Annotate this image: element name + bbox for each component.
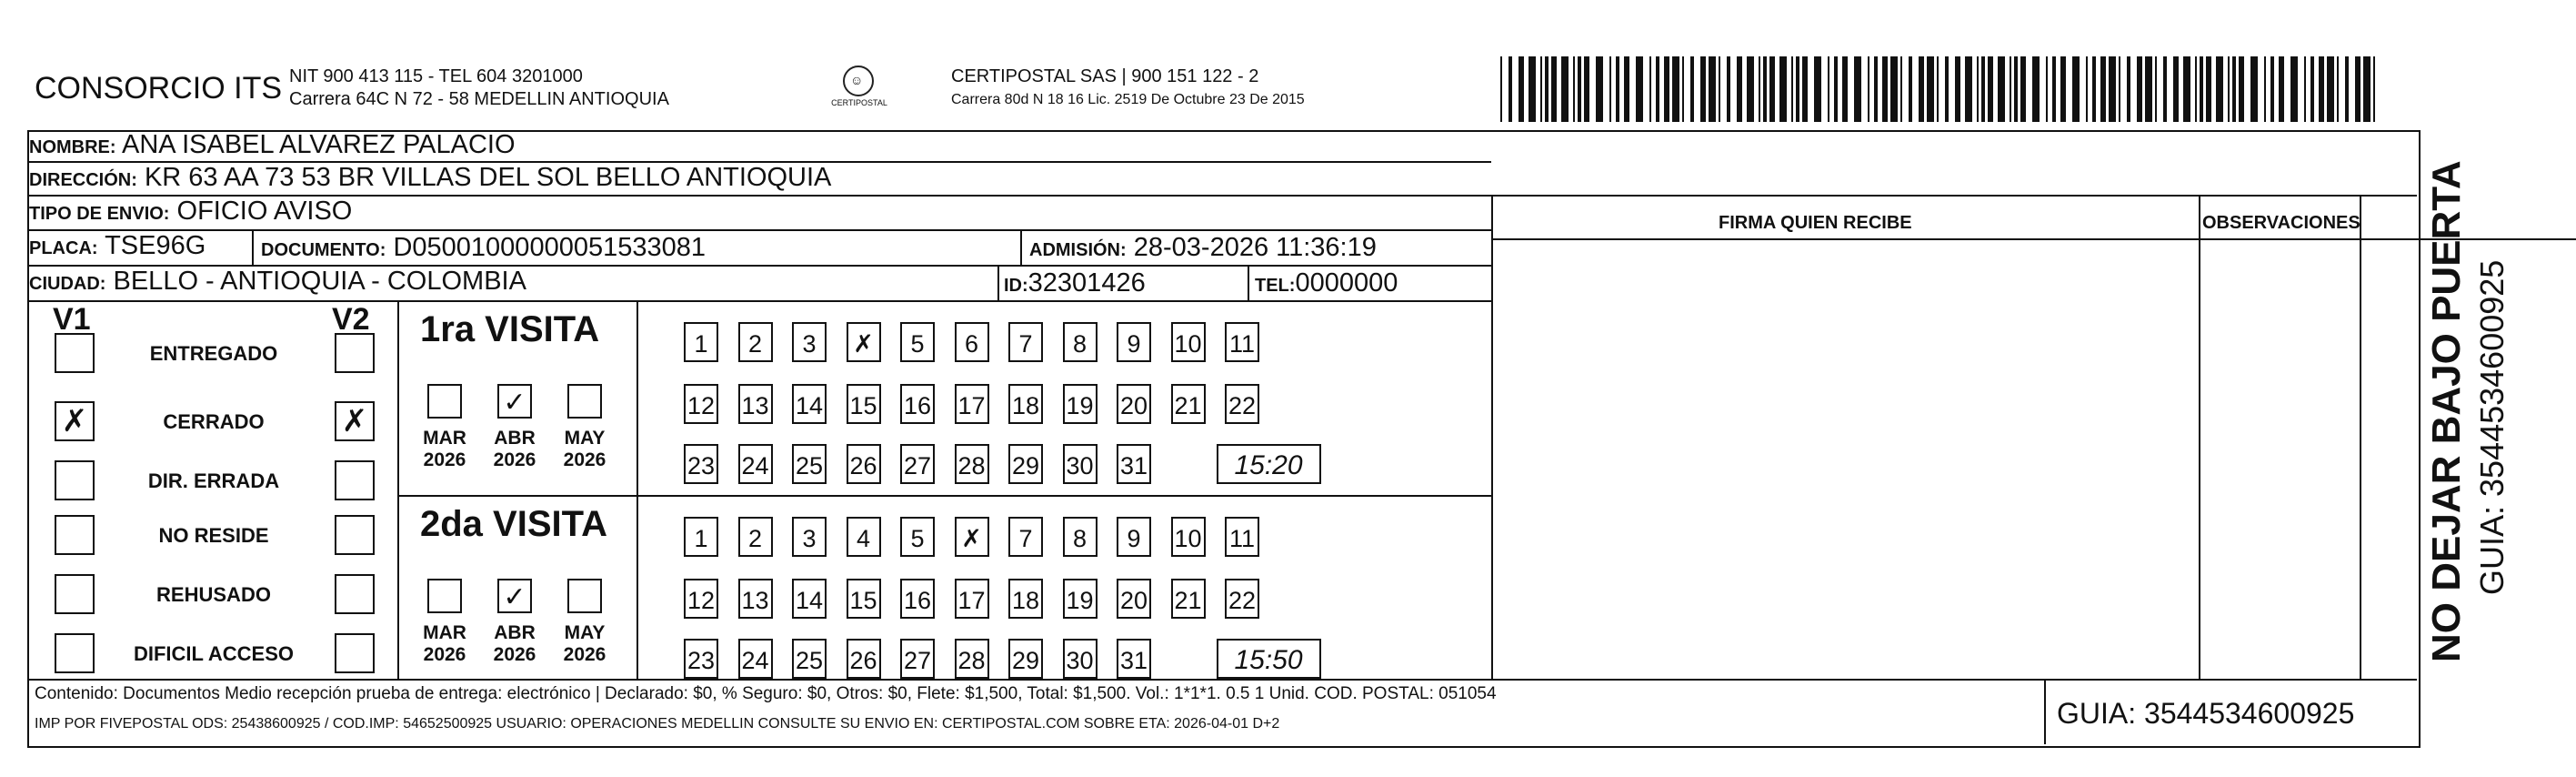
month-label	[413, 428, 476, 471]
status-v2-checkbox[interactable]	[335, 333, 375, 373]
barcode-bar	[2250, 56, 2258, 122]
city-value: BELLO - ANTIOQUIA - COLOMBIA	[113, 267, 526, 296]
barcode-bar	[1769, 56, 1775, 122]
barcode-bar	[1874, 56, 1878, 122]
day-checkbox[interactable]: 24	[738, 444, 773, 484]
day-checkbox[interactable]: 23	[684, 639, 718, 679]
v2-label: V2	[332, 302, 370, 337]
side-guia: GUIA: 3544534600925	[2473, 259, 2511, 595]
barcode-bar	[2014, 56, 2018, 122]
barcode-bar	[2228, 56, 2230, 122]
day-checkbox[interactable]: 8	[1063, 322, 1098, 362]
barcode-bar	[1609, 56, 1611, 122]
day-checkbox[interactable]: 10	[1171, 517, 1206, 557]
barcode-bar	[2327, 56, 2334, 122]
month-name: MAR	[423, 428, 466, 449]
barcode-bar	[2092, 56, 2096, 122]
day-checkbox[interactable]: 19	[1063, 579, 1098, 619]
status-v1-checkbox[interactable]	[55, 333, 95, 373]
barcode-bar	[1981, 56, 1985, 122]
barcode-bar	[2052, 56, 2056, 122]
barcode-bar	[1834, 56, 1838, 122]
day-checkbox[interactable]: 27	[900, 639, 935, 679]
barcode-bar	[1965, 56, 1972, 122]
month-checkbox[interactable]: ✓	[497, 384, 532, 419]
day-checkbox[interactable]: 30	[1063, 444, 1098, 484]
barcode-bar	[2163, 56, 2167, 122]
day-checkbox[interactable]: 13	[738, 579, 773, 619]
month-year: 2026	[493, 449, 536, 470]
barcode-bar	[2100, 56, 2106, 122]
barcode-bar	[1664, 56, 1669, 122]
day-checkbox[interactable]: 9	[1117, 517, 1151, 557]
barcode-bar	[2239, 56, 2244, 122]
barcode-bar	[2355, 56, 2360, 122]
visit-title: 2da VISITA	[420, 504, 607, 544]
day-checkbox[interactable]: 2	[738, 322, 773, 362]
barcode-bar	[1998, 56, 2005, 122]
day-checkbox[interactable]: 9	[1117, 322, 1151, 362]
signature-box[interactable]	[1493, 240, 2198, 677]
status-label: NO RESIDE	[158, 524, 269, 547]
barcode-bar	[1636, 56, 1643, 122]
day-checkbox[interactable]: 15	[847, 579, 881, 619]
day-checkbox[interactable]: 11	[1225, 517, 1259, 557]
status-label: DIR. ERRADA	[147, 469, 280, 492]
month-year: 2026	[563, 449, 606, 470]
barcode-bar	[2319, 56, 2324, 122]
barcode-bar	[2232, 56, 2236, 122]
barcode-bar	[1551, 56, 1557, 122]
month-label	[553, 622, 616, 666]
month-name: ABR	[494, 622, 536, 643]
barcode-bar	[1814, 56, 1821, 122]
barcode-bar	[1763, 56, 1767, 122]
day-checkbox[interactable]: 13	[738, 384, 773, 424]
barcode-bar	[2195, 56, 2197, 122]
barcode-bar	[1649, 56, 1651, 122]
barcode-bar	[1796, 56, 1799, 122]
barcode-bar	[2363, 56, 2371, 122]
day-checkbox[interactable]: 10	[1171, 322, 1206, 362]
month-name: MAR	[423, 622, 466, 643]
day-checkbox[interactable]: 7	[1008, 517, 1043, 557]
barcode-bar	[2032, 56, 2040, 122]
month-year: 2026	[423, 644, 466, 665]
company-info	[289, 66, 669, 111]
barcode-bar	[2109, 56, 2116, 122]
company-nit: NIT 900 413 115 - TEL 604 3201000	[289, 66, 583, 86]
day-checkbox[interactable]: 29	[1008, 639, 1043, 679]
day-checkbox[interactable]: 2	[738, 517, 773, 557]
barcode-bar	[2290, 56, 2298, 122]
carrier-nit: CERTIPOSTAL SAS | 900 151 122 - 2	[951, 66, 1259, 86]
day-checkbox[interactable]: 16	[900, 579, 935, 619]
barcode-bar	[1882, 56, 1888, 122]
barcode-bar	[1802, 56, 1808, 122]
month-label	[413, 622, 476, 666]
day-checkbox[interactable]: 26	[847, 639, 881, 679]
certipostal-logo	[827, 64, 891, 115]
month-label	[483, 428, 546, 471]
status-v2-checkbox[interactable]	[335, 515, 375, 555]
barcode-bar	[2173, 56, 2179, 122]
barcode-bar	[1519, 56, 1524, 122]
name-row: NOMBRE: ANA ISABEL ALVAREZ PALACIO	[29, 130, 1491, 163]
day-checkbox[interactable]: 25	[792, 444, 827, 484]
status-v1-checkbox[interactable]	[55, 633, 95, 673]
day-checkbox[interactable]: 3	[792, 322, 827, 362]
visit-time[interactable]: 15:20	[1217, 444, 1321, 484]
day-checkbox[interactable]: 14	[792, 579, 827, 619]
day-checkbox[interactable]: ✗	[847, 322, 881, 362]
barcode-bar	[1616, 56, 1619, 122]
barcode-bar	[1584, 56, 1589, 122]
month-checkbox[interactable]	[427, 384, 462, 419]
barcode-bar	[1727, 56, 1730, 122]
barcode-bar	[2310, 56, 2314, 122]
day-checkbox[interactable]: 28	[955, 639, 989, 679]
day-checkbox[interactable]: 6	[955, 322, 989, 362]
carrier-info	[951, 66, 1305, 111]
barcode-bar	[1919, 56, 1924, 122]
month-name: MAY	[564, 622, 606, 643]
plate-row: PLACA: TSE96G DOCUMENTO: D05001000000051533081 ADMISIÓN: 28-03-2026 11:36:19	[29, 231, 1491, 267]
day-checkbox[interactable]: 20	[1117, 579, 1151, 619]
barcode-bar	[1759, 56, 1760, 122]
barcode-bar	[2020, 56, 2026, 122]
barcode-bar	[2137, 56, 2142, 122]
barcode-bar	[1828, 56, 1829, 122]
day-checkbox[interactable]: 5	[900, 322, 935, 362]
status-label: ENTREGADO	[149, 342, 278, 365]
signature-header	[1493, 211, 2576, 240]
status-v2-checkbox[interactable]	[335, 460, 375, 500]
barcode-bar	[1690, 56, 1694, 122]
barcode-bar	[2119, 56, 2120, 122]
day-checkbox[interactable]: 31	[1117, 444, 1151, 484]
day-checkbox[interactable]: 4	[847, 517, 881, 557]
month-label	[483, 622, 546, 666]
month-checkbox[interactable]	[567, 579, 602, 613]
barcode-bar	[2264, 56, 2266, 122]
status-v1-checkbox[interactable]	[55, 574, 95, 614]
day-checkbox[interactable]: 29	[1008, 444, 1043, 484]
id-value: 32301426	[1027, 268, 1146, 298]
barcode-bar	[1656, 56, 1659, 122]
barcode-bar	[2270, 56, 2274, 122]
day-checkbox[interactable]: 1	[684, 517, 718, 557]
barcode-bar	[1672, 56, 1679, 122]
day-checkbox[interactable]: 11	[1225, 322, 1259, 362]
month-name: ABR	[494, 428, 536, 449]
barcode-bar	[2345, 56, 2349, 122]
logo-label: CERTIPOSTAL	[831, 98, 887, 107]
status-label: DIFICIL ACCESO	[133, 642, 294, 665]
print-line: IMP POR FIVEPOSTAL ODS: 25438600925 / COD.IMP: 54652500925 USUARIO: OPERACIONES MEDELLIN CONSULTE SU ENVIO EN: CERTIPOSTAL.COM SOBRE ETA: 2026-04-01 D+2	[35, 716, 1280, 732]
barcode-bar	[1900, 56, 1902, 122]
barcode-bar	[2046, 56, 2048, 122]
barcode-bar	[1747, 56, 1754, 122]
status-v2-checkbox[interactable]	[335, 633, 375, 673]
barcode-bar	[2373, 56, 2375, 122]
day-checkbox[interactable]: 8	[1063, 517, 1098, 557]
status-label: REHUSADO	[156, 583, 271, 606]
status-v1-checkbox[interactable]: ✗	[55, 401, 95, 441]
barcode-bar	[1682, 56, 1684, 122]
day-checkbox[interactable]: 14	[792, 384, 827, 424]
tel-value: 0000000	[1295, 268, 1398, 298]
barcode-bar	[1624, 56, 1629, 122]
barcode-bar	[2127, 56, 2130, 122]
barcode-bar	[1561, 56, 1569, 122]
barcode-bar	[1868, 56, 1869, 122]
day-checkbox[interactable]: 23	[684, 444, 718, 484]
barcode-bar	[1955, 56, 1960, 122]
status-v2-checkbox[interactable]: ✗	[335, 401, 375, 441]
barcode-bar	[2304, 56, 2306, 122]
address-row: DIRECCIÓN: KR 63 AA 73 53 BR VILLAS DEL SOL BELLO ANTIOQUIA	[29, 163, 2417, 197]
company-address: Carrera 64C N 72 - 58 MEDELLIN ANTIOQUIA	[289, 89, 669, 109]
day-checkbox[interactable]: 1	[684, 322, 718, 362]
day-checkbox[interactable]: 28	[955, 444, 989, 484]
footer-guia: GUIA: 3544534600925	[2057, 697, 2355, 730]
barcode-bar	[1890, 56, 1898, 122]
barcode-bar	[2086, 56, 2088, 122]
barcode-bar	[2200, 56, 2203, 122]
barcode-bar	[1945, 56, 1949, 122]
recipient-address: KR 63 AA 73 53 BR VILLAS DEL SOL BELLO ANTIOQUIA	[144, 163, 832, 192]
barcode-bar	[1927, 56, 1934, 122]
company-name: CONSORCIO ITS	[35, 71, 283, 106]
day-checkbox[interactable]: 15	[847, 384, 881, 424]
day-checkbox[interactable]: 31	[1117, 639, 1151, 679]
barcode-bar	[1988, 56, 1993, 122]
day-checkbox[interactable]: 7	[1008, 322, 1043, 362]
day-checkbox[interactable]: 18	[1008, 384, 1043, 424]
visit-title: 1ra VISITA	[420, 309, 600, 349]
month-year: 2026	[493, 644, 536, 665]
barcode-bar	[1545, 56, 1549, 122]
barcode-bar	[1842, 56, 1848, 122]
barcode-bar	[1573, 56, 1575, 122]
barcode-bar	[2010, 56, 2011, 122]
barcode-bar	[1779, 56, 1787, 122]
barcode-bar	[2279, 56, 2284, 122]
day-checkbox[interactable]: 26	[847, 444, 881, 484]
barcode-bar	[2206, 56, 2211, 122]
barcode-bar	[1937, 56, 1939, 122]
day-checkbox[interactable]: 12	[684, 579, 718, 619]
admission-datetime: 28-03-2026 11:36:19	[1133, 233, 1377, 262]
type-row: TIPO DE ENVIO: OFICIO AVISO	[29, 197, 1491, 231]
signature-label: FIRMA QUIEN RECIBE	[1719, 213, 1912, 233]
status-v1-checkbox[interactable]	[55, 460, 95, 500]
barcode-bar	[1500, 56, 1502, 122]
recipient-name: ANA ISABEL ALVAREZ PALACIO	[122, 130, 516, 159]
day-checkbox[interactable]: 18	[1008, 579, 1043, 619]
shipment-type: OFICIO AVISO	[176, 197, 353, 226]
observations-label: OBSERVACIONES	[2202, 213, 2360, 233]
barcode-bar	[2060, 56, 2066, 122]
barcode-bar	[2216, 56, 2223, 122]
barcode-bar	[1977, 56, 1979, 122]
barcode-bar	[2183, 56, 2190, 122]
carrier-address: Carrera 80d N 18 16 Lic. 2519 De Octubre 23 De 2015	[951, 92, 1305, 107]
barcode-bar	[1709, 56, 1716, 122]
barcode-bar	[1578, 56, 1581, 122]
day-checkbox[interactable]: 19	[1063, 384, 1098, 424]
barcode-bar	[2337, 56, 2339, 122]
day-checkbox[interactable]: 3	[792, 517, 827, 557]
document-number: D05001000000051533081	[393, 233, 706, 262]
month-checkbox[interactable]: ✓	[497, 579, 532, 613]
status-label: CERRADO	[163, 410, 265, 433]
barcode-bar	[1509, 56, 1512, 122]
day-checkbox[interactable]: 27	[900, 444, 935, 484]
contents-line: Contenido: Documentos Medio recepción prueba de entrega: electrónico | Declarado: $0, % Seguro: $0, Otros: $0, Flete: $1,500, Total: $1,500. Vol.: 1*1*1. 0.5 1 Unid. COD. POSTAL: 051054	[35, 684, 1497, 703]
barcode-bar	[1719, 56, 1720, 122]
day-checkbox[interactable]: 5	[900, 517, 935, 557]
barcode-bar	[1854, 56, 1861, 122]
v1-label: V1	[53, 302, 91, 337]
barcode-bar	[2072, 56, 2080, 122]
day-checkbox[interactable]: 21	[1171, 579, 1206, 619]
barcode	[1500, 56, 2382, 122]
barcode-bar	[1540, 56, 1542, 122]
day-checkbox[interactable]: 17	[955, 384, 989, 424]
barcode-bar	[2155, 56, 2157, 122]
observations-box[interactable]	[2200, 240, 2359, 677]
status-v2-checkbox[interactable]	[335, 574, 375, 614]
city-row: CIUDAD: BELLO - ANTIOQUIA - COLOMBIA ID:32301426 TEL:0000000	[29, 267, 1491, 302]
barcode-bar	[1909, 56, 1912, 122]
day-checkbox[interactable]: 12	[684, 384, 718, 424]
month-checkbox[interactable]	[567, 384, 602, 419]
day-checkbox[interactable]: 30	[1063, 639, 1098, 679]
day-checkbox[interactable]: 22	[1225, 384, 1259, 424]
barcode-bar	[2145, 56, 2152, 122]
barcode-bar	[1700, 56, 1706, 122]
day-checkbox[interactable]: 20	[1117, 384, 1151, 424]
logo-icon: ☺	[843, 66, 874, 96]
month-name: MAY	[564, 428, 606, 449]
barcode-bar	[1596, 56, 1603, 122]
side-warning: NO DEJAR BAJO PUERTA	[2424, 160, 2469, 662]
visit-time[interactable]: 15:50	[1217, 639, 1321, 679]
month-checkbox[interactable]	[427, 579, 462, 613]
day-checkbox[interactable]: 16	[900, 384, 935, 424]
day-checkbox[interactable]: 24	[738, 639, 773, 679]
month-year: 2026	[423, 449, 466, 470]
day-checkbox[interactable]: ✗	[955, 517, 989, 557]
day-checkbox[interactable]: 25	[792, 639, 827, 679]
plate-value: TSE96G	[105, 231, 206, 260]
day-checkbox[interactable]: 17	[955, 579, 989, 619]
month-year: 2026	[563, 644, 606, 665]
barcode-bar	[1791, 56, 1793, 122]
barcode-bar	[1737, 56, 1742, 122]
day-checkbox[interactable]: 22	[1225, 579, 1259, 619]
month-label	[553, 428, 616, 471]
barcode-bar	[1529, 56, 1536, 122]
day-checkbox[interactable]: 21	[1171, 384, 1206, 424]
status-v1-checkbox[interactable]	[55, 515, 95, 555]
